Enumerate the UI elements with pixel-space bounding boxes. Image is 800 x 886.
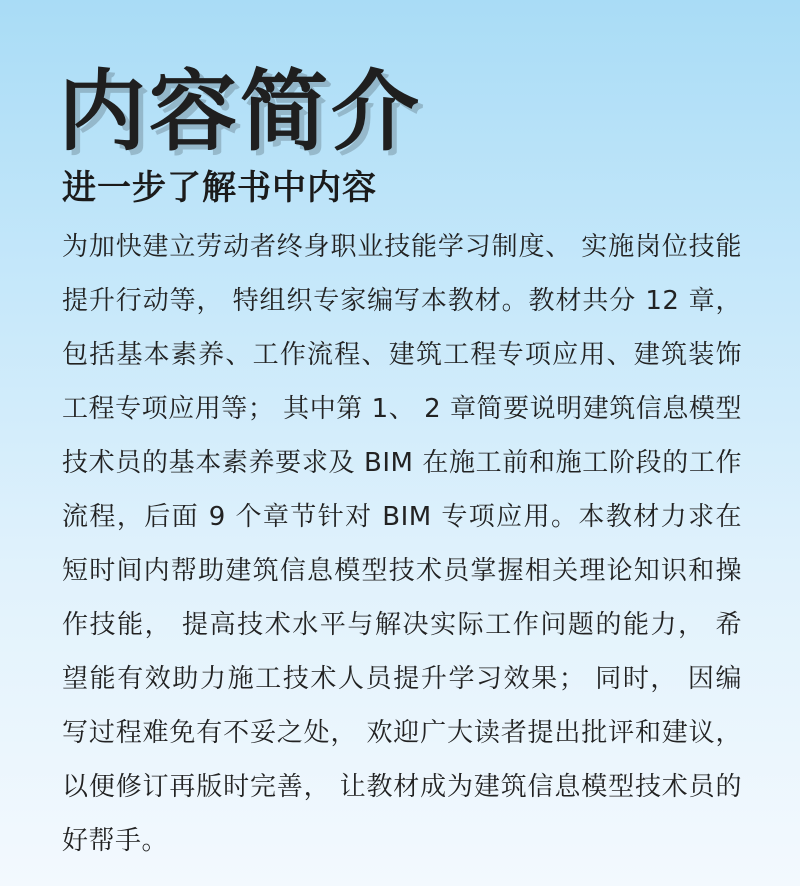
page-title: 内容简介: [58, 60, 423, 163]
page-subtitle: 进一步了解书中内容: [62, 168, 377, 208]
intro-paragraph: 为加快建立劳动者终身职业技能学习制度、 实施岗位技能提升行动等， 特组织专家编写本教材。教材共分 12 章，包括基本素养、工作流程、建筑工程专项应用、建筑装饰工程专项应用等； 其中第 1、 2 章简要说明建筑信息模型技术员的基本素养要求及 BIM 在施工前和施工阶段的工作流程，后面 9 个章节针对 BIM 专项应用。本教材力求在短时间内帮助建筑信息模型技术员掌握相关理论知识和操作技能， 提高技术水平与解决实际工作问题的能力， 希望能有效助力施工技术人员提升学习效果； 同时， 因编写过程难免有不妥之处， 欢迎广大读者提出批评和建议， 以便修订再版时完善， 让教材成为建筑信息模型技术员的好帮手。: [62, 232, 751, 856]
